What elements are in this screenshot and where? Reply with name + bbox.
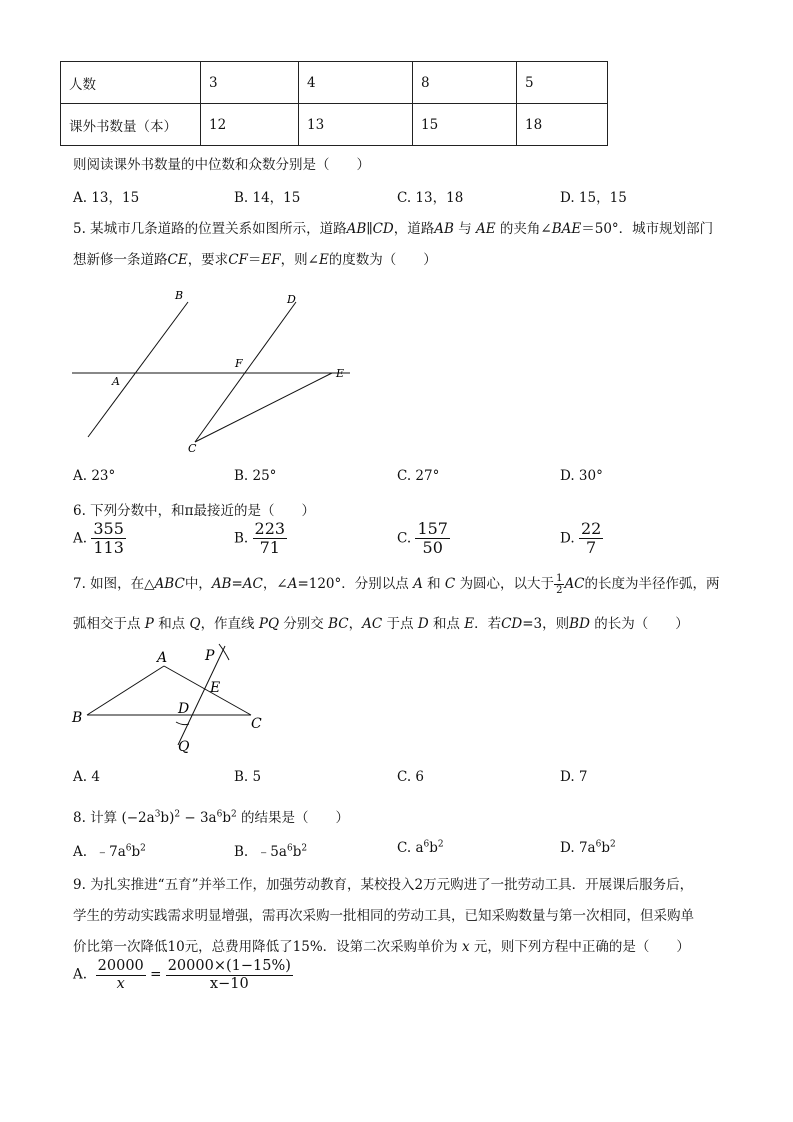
label-b: B xyxy=(175,289,184,302)
q5-option-a: A. 23° xyxy=(73,468,116,484)
q9-stem-line3: 价比第一次降低10元，总费用降低了15%．设第二次采购单价为 x 元，则下列方程中正确的是（ ） xyxy=(73,939,690,955)
table-cell: 18 xyxy=(517,104,608,146)
table-cell: 12 xyxy=(201,104,299,146)
road-ab-line xyxy=(88,302,188,437)
q5-option-d: D. 30° xyxy=(560,468,603,484)
label-a: A xyxy=(157,650,168,666)
table-cell: 8 xyxy=(413,62,517,104)
q4-option-c: C. 13，18 xyxy=(397,190,464,206)
q7-option-d: D. 7 xyxy=(560,769,588,785)
label-d: D xyxy=(287,293,296,306)
road-cd-line xyxy=(195,302,296,442)
label-a: A xyxy=(112,375,120,388)
table-cell: 13 xyxy=(299,104,413,146)
q9-stem-line2: 学生的劳动实践需求明显增强，需再次采购一批相同的劳动工具，已知采购数量与第一次相同，但采购单 xyxy=(73,908,694,924)
q6-option-a: A. $\frac{355}{113}$ xyxy=(73,519,124,558)
q8-option-d: D. $7a^6b^2$ xyxy=(560,839,616,856)
q8-option-a: A. $﹣7a^6b^2$ xyxy=(73,843,146,860)
label-c: C xyxy=(188,442,197,455)
label-f: F xyxy=(235,357,243,370)
table-cell: 5 xyxy=(517,62,608,104)
label-e: E xyxy=(210,680,221,696)
label-e: E xyxy=(336,367,345,380)
q6-option-d: D. $\frac{22}{7}$ xyxy=(560,519,602,558)
label-b: B xyxy=(72,710,83,726)
q6-option-c: C. $\frac{157}{50}$ xyxy=(397,519,448,558)
q5-road-figure xyxy=(60,285,360,455)
arc-p xyxy=(219,644,229,660)
q7-stem-line2: 弧相交于点 P 和点 Q，作直线 PQ 分别交 BC，AC 于点 D 和点 E．若CD=3，则BD 的长为（ ） xyxy=(73,616,689,632)
table-cell: 4 xyxy=(299,62,413,104)
side-ab xyxy=(87,666,164,715)
q9-stem-line1: 9. 为扎实推进“五育”并举工作，加强劳动教育，某校投入2万元购进了一批劳动工具．开展课后服务后， xyxy=(73,877,694,893)
table-header-cell: 课外书数量（本） xyxy=(61,104,201,146)
q7-option-b: B. 5 xyxy=(234,769,262,785)
q8-stem: 8. 计算 $(-2a^3b)^2 - 3a^6b^2$ 的结果是（ ） xyxy=(73,809,350,826)
q9-option-a: A. $\frac{20000}{x}$ = $\frac{20000\times(1-15\%)}{x-10}$ xyxy=(73,958,291,992)
q4-option-a: A. 13，15 xyxy=(73,190,140,206)
table-cell: 15 xyxy=(413,104,517,146)
table-header-cell: 人数 xyxy=(61,62,201,104)
table-row xyxy=(61,104,608,146)
q4-stem: 则阅读课外书数量的中位数和众数分别是（ ） xyxy=(73,157,370,173)
label-q: Q xyxy=(178,739,190,755)
q5-option-b: B. 25° xyxy=(234,468,277,484)
q7-triangle-figure xyxy=(65,640,285,760)
q7-stem-line1: 7. 如图，在△ABC中，AB=AC，∠A=120°．分别以点 A 和 C 为圆心，以大于 $\frac{1}{2}$ AC的长度为半径作弧，两 xyxy=(73,572,720,596)
arc-q xyxy=(176,722,189,725)
q7-option-c: C. 6 xyxy=(397,769,425,785)
road-ce-line xyxy=(195,373,332,442)
book-count-table xyxy=(60,61,608,146)
label-c: C xyxy=(251,716,262,732)
q6-stem: 6. 下列分数中，和π最接近的是（ ） xyxy=(73,503,316,519)
q4-option-d: D. 15，15 xyxy=(560,190,627,206)
q8-option-b: B. $﹣5a^6b^2$ xyxy=(234,843,308,860)
q5-stem-line2: 想新修一条道路CE，要求CF＝EF，则∠E的度数为（ ） xyxy=(73,252,437,268)
q4-option-b: B. 14，15 xyxy=(234,190,301,206)
table-row xyxy=(61,62,608,104)
label-d: D xyxy=(178,701,190,717)
q8-option-c: C. $a^6b^2$ xyxy=(397,839,444,856)
label-p: P xyxy=(205,648,215,664)
table-cell: 3 xyxy=(201,62,299,104)
q5-option-c: C. 27° xyxy=(397,468,440,484)
q5-stem-line1: 5. 某城市几条道路的位置关系如图所示，道路AB∥CD，道路AB 与 AE 的夹角∠BAE＝50°．城市规划部门 xyxy=(73,221,714,237)
q6-option-b: B. $\frac{223}{71}$ xyxy=(234,519,286,558)
q7-option-a: A. 4 xyxy=(73,769,100,785)
